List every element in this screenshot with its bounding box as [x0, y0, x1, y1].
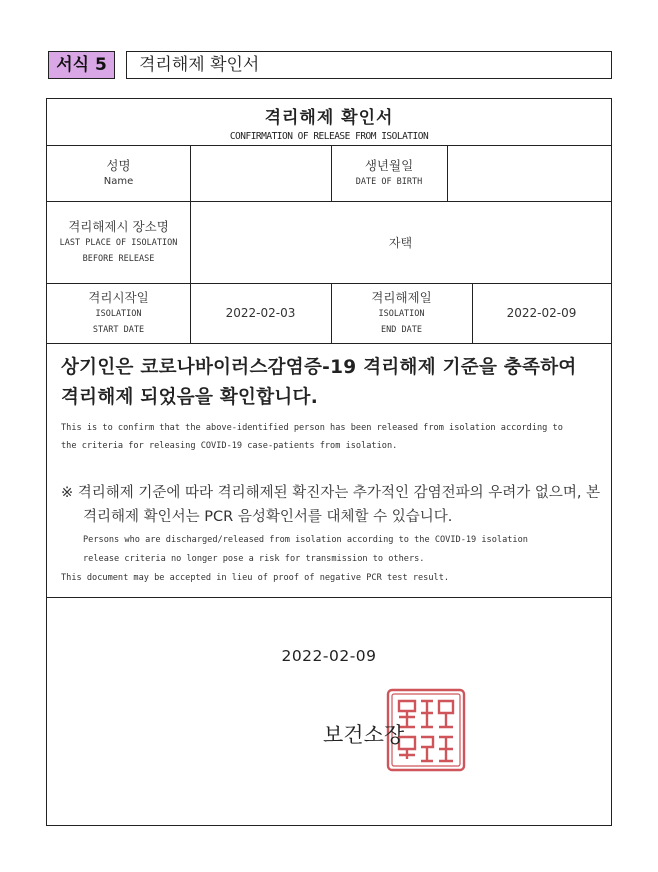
statement-english-line: This is to confirm that the above-identified person has been released from isolation according to — [61, 423, 563, 433]
place-label — [47, 201, 190, 283]
place-label-en: BEFORE RELEASE — [82, 254, 155, 264]
statement-english-line: the criteria for releasing COVID-19 case-patients from isolation. — [61, 441, 398, 451]
dob-label-ko: 생년월일 — [364, 158, 414, 173]
end-date-value: 2022-02-09 — [506, 306, 577, 320]
dob-value — [447, 145, 611, 201]
end-label-ko: 격리해제일 — [371, 290, 432, 305]
start-date-label — [47, 283, 190, 343]
dob-label — [331, 145, 447, 201]
start-label-ko: 격리시작일 — [88, 290, 149, 305]
form-title: 격리해제 확인서 — [126, 51, 612, 79]
name-label-ko: 성명 — [106, 158, 131, 173]
end-label-en: END DATE — [381, 325, 422, 335]
statement-korean: 격리해제 되었음을 확인합니다. — [61, 387, 319, 408]
place-label-en: LAST PLACE OF ISOLATION — [59, 238, 178, 248]
statement-english — [61, 419, 606, 455]
title-english: CONFIRMATION OF RELEASE FROM ISOLATION — [229, 130, 429, 142]
title-korean: 격리해제 확인서 — [264, 107, 394, 128]
divider — [47, 597, 611, 598]
statement-korean: 상기인은 코로나바이러스감염증-19 격리해제 기준을 충족하여 — [61, 357, 577, 378]
name-label-en: Name — [103, 176, 134, 187]
name-label — [47, 145, 190, 201]
end-date-label — [331, 283, 472, 343]
note-english-line: release criteria no longer pose a risk for transmission to others. — [83, 554, 425, 564]
release-note — [61, 481, 606, 588]
dob-label-en: DATE OF BIRTH — [355, 177, 423, 187]
form-number-badge: 서식 5 — [48, 51, 115, 79]
name-value — [190, 145, 331, 201]
note-korean: ※ 격리해제 기준에 따라 격리해제된 확진자는 추가적인 감염전파의 우려가 없으며, 본 격리해제 확인서는 PCR 음성확인서를 대체할 수 있습니다. — [61, 485, 601, 525]
confirmation-document — [46, 98, 612, 826]
note-english-line: Persons who are discharged/released from isolation according to the COVID-19 isolation — [83, 535, 528, 545]
start-label-en: START DATE — [92, 325, 145, 335]
end-label-en: ISOLATION — [378, 309, 425, 319]
issue-date: 2022-02-09 — [281, 647, 377, 665]
note-english — [61, 531, 606, 588]
place-value: 자택 — [388, 235, 413, 250]
confirmation-statement — [61, 353, 606, 455]
note-english-line: This document may be accepted in lieu of proof of negative PCR test result. — [61, 573, 450, 583]
start-label-en: ISOLATION — [95, 309, 142, 319]
divider — [47, 343, 611, 344]
start-date-value: 2022-02-03 — [225, 306, 296, 320]
place-label-ko: 격리해제시 장소명 — [68, 219, 169, 234]
document-title — [47, 99, 611, 145]
issuer-title: 보건소장 — [323, 723, 405, 747]
